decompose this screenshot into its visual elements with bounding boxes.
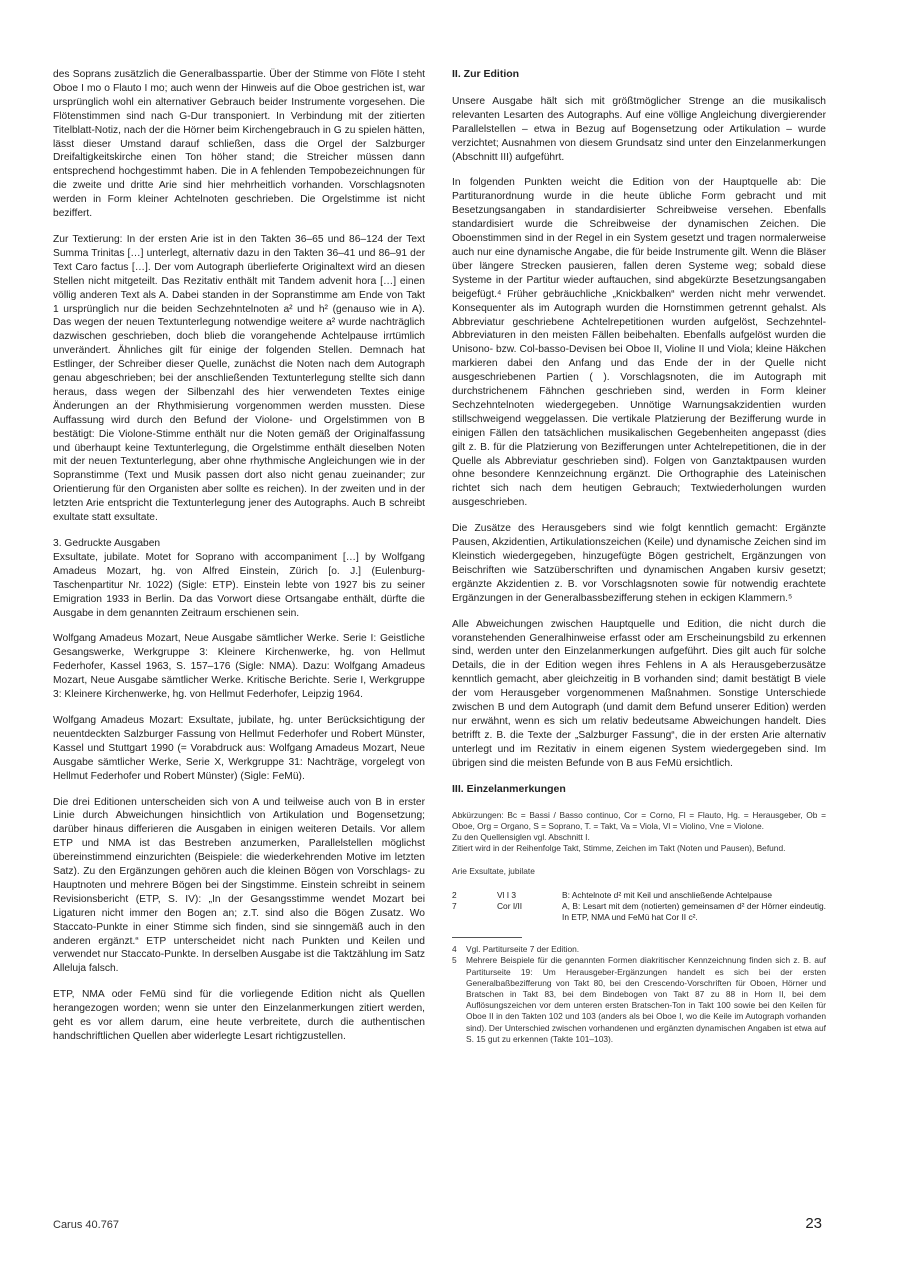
- section-heading: 3. Gedruckte Ausgaben: [53, 538, 161, 549]
- citation-order-note: Zitiert wird in der Reihenfolge Takt, Stimme, Zeichen im Takt (Noten und Pausen), Befund.: [452, 843, 786, 854]
- sigla-note: Zu den Quellensiglen vgl. Abschnitt I.: [452, 831, 590, 842]
- footnote-text: Mehrere Beispiele für die genannten Formen diakritischer Kennzeichnung finden sich z. B. auf Partiturseite 19: Um Herausgeber-Ergänzungen handelt es sich bei der ersten Generalbaßbezifferung von Takt 80, bei den Crescendo-Vorschriften für Oboen, Hörner und Bratschen in Takt 83, bei dem Bindebogen von Takt 87 zu 88 in Horn II, bei dem Auflösungszeichen vor dem unteren ersten Bratschen-Ton in Takt 100 sowie bei den Keilen für Oboe II in den Takten 102 und 103 (anders als bei Oboe I, wo die Keile im Autograph vorhanden sind). Der Unterschied zwischen vorhandenen und ergänzten dynamischen Angaben ist etwa auf S. 15 gut zu erkennen (Takte 101–103).: [466, 955, 826, 1044]
- paragraph: ETP, NMA oder FeMü sind für die vorliegende Edition nicht als Quellen herangezogen worden; wenn sie unter den Einzelanmerkungen zitiert werden, geht es vor allem darum, eine heute verbreitete, durch die authentischen handschriftlichen Quellen aber widerlegte Lesart richtigzustellen.: [53, 989, 425, 1042]
- left-column: [53, 68, 425, 1056]
- footnotes: [452, 944, 826, 1045]
- abbreviations-block: [452, 810, 826, 878]
- footnote-divider: [452, 937, 522, 938]
- footnote-text: Vgl. Partiturseite 7 der Edition.: [466, 944, 580, 955]
- table-row: [452, 890, 826, 901]
- paragraph: In folgenden Punkten weicht die Edition von der Hauptquelle ab: Die Partituranordnung wurde in die heute übliche Form gebracht und mit Besetzungsangaben in standardisierter Schreibweise versehen. Ebenfalls standardisiert wurde die Schreibweise der dynamischen Zeichen. Die Oboenstimmen sind in der Regel in ein System gesetzt und tragen normalerweise auch nur eine dynamische Angabe, die für beide Instrumente gilt. Wenn die Bläser über längere Strecken pausieren, fallen deren Systeme weg; sobald diese Systeme in der Partitur wieder auftauchen, sind abgekürzte Besetzungsangaben beigefügt.⁴ Früher gebräuchliche „Knickbalken“ werden nicht mehr verwendet. Konsequenter als im Autograph wurden die Hornstimmen getrennt gehalst. Als Abbreviatur geschriebene Achtelrepetitionen wurden aufgelöst, Sechzehntel-Abbreviaturen in den meisten Fällen beibehalten. Ebenfalls aufgelöst wurden die Unisono- bzw. Col-basso-Devisen bei Oboe II, Violine II und Viola; kleine Häkchen markieren dabei den Anfang und das Ende der in der Quelle nicht ausgeschriebenen Partien ( ). Vorschlagsnoten, die im Autograph mit durchstrichenem Fähnchen geschrieben sind, werden in Form kleiner Sechzehntelnoten wiedergegeben. Unnötige Warnungsakzidentien wurden stillschweigend weggelassen. Die vertikale Platzierung der Bezifferung wurde in einigen Fällen den tatsächlichen musikalischen Gegebenheiten angepasst (dies gilt z. B. für die Platzierung von Bezifferungen unter Achtelrepetitionen, die in der Quelle als Abbreviatur geschrieben sind). Folgen von Ganztaktpausen wurden ohne besondere Kennzeichnung ergänzt. Die Orthographie des Lateinischen richtet sich nach dem heutigen Gebrauch; Textwiederholungen wurden ausgeschrieben.: [452, 177, 826, 509]
- table-row: [452, 901, 826, 923]
- paragraph: Unsere Ausgabe hält sich mit größtmöglicher Strenge an die musikalisch relevanten Lesarten des Autographs. Auf eine völlige Angleichung divergierender Parallelstellen – etwa in Bezug auf Bogensetzung oder Artikulation – wurde verzichtet; Ausnahmen von diesem Grundsatz sind unter den Einzelanmerkungen (Abschnitt III) aufgeführt.: [452, 95, 826, 163]
- paragraph: Wolfgang Amadeus Mozart, Neue Ausgabe sämtlicher Werke. Serie I: Geistliche Gesangswerke, Werkgruppe 3: Kleinere Kirchenwerke, hg. von Hellmut Federhofer, Kassel 1963, S. 157–176 (Sigle: NMA). Dazu: Wolfgang Amadeus Mozart, Neue Ausgabe sämtlicher Werke. Kritische Berichte. Serie I, Werkgruppe 3: Kleinere Kirchenwerke, hg. von Hellmut Federhofer, Leipzig 1964.: [53, 633, 425, 701]
- section-heading-einzelanmerkungen: III. Einzelanmerkungen: [452, 782, 566, 795]
- abbreviations-text: Abkürzungen: Bc = Bassi / Basso continuo, Cor = Corno, Fl = Flauto, Hg. = Herausgeber, Ob = Oboe, Org = Organo, S = Soprano, T. = Takt, Va = Viola, Vl = Violino, Vne = Violone.: [452, 809, 826, 831]
- footnote-number: 5: [452, 955, 457, 966]
- publisher-footer: Carus 40.767: [53, 1219, 120, 1231]
- footnote: [452, 944, 826, 955]
- paragraph: des Soprans zusätzlich die Generalbasspartie. Über der Stimme von Flöte I steht Oboe I mo o Flauto I mo; auch wenn der Hinweis auf die Oboe gestrichen ist, war ursprünglich wohl ein alternativer Gebrauch beider Instrumente vorgesehen. Die Flötenstimmen sind nach G-Dur transponiert. In Verbindung mit der zitierten Titelblatt-Notiz, nach der die Hörner beim Kirchengebrauch in G zu spielen hätten, lässt dieser Umstand darauf schließen, dass die Orgel der Salzburger Dreifaltigkeitskirche einen Ton höher stand; die Streicher müssen dann entsprechend hochgestimmt haben. Die in A fehlenden Tempobezeichnungen für die zweite und dritte Arie sind hier mehrheitlich vorhanden. Vorschlagsnoten werden in Form kleiner Achtelnoten geschrieben. Die Orgelstimme ist nicht beziffert.: [53, 69, 425, 220]
- befund-cell: B: Achtelnote d² mit Keil und anschließende Achtelpause: [562, 889, 772, 900]
- paragraph: Die Zusätze des Herausgebers sind wie folgt kenntlich gemacht: Ergänzte Pausen, Akzidentien, Artikulationszeichen (Keile) und dynamische Zeichen sind im Kleinstich wiedergegeben, hinzugefügte Bögen gestrichelt, Ergänzungen von Beischriften wie Satzüberschriften und dynamischen Angaben kursiv gesetzt; ergänzte Akzidentien z. B. vor Vorschlagsnoten sowie für notwendig erachtete Ergänzungen in der Generalbassbezifferung stehen in eckigen Klammern.⁵: [452, 523, 826, 604]
- paragraph: Alle Abweichungen zwischen Hauptquelle und Edition, die nicht durch die voranstehenden Generalhinweise erfasst oder am Erscheinungsbild zu erkennen sind, werden unter den Einzelanmerkungen aufgeführt. Dies gilt auch für solche Details, die in der Edition wegen ihres Fehlens in A als Herausgeberzusätze kenntlich gemacht, aber gleichzeitig in B vorhanden sind; damit bestätigt B viele der vom Herausgeber vorgenommenen Maßnahmen. Sonstige Unterschiede zwischen B und dem Autograph (und damit dem Befund unserer Edition) werden nur erwähnt, wenn es sich um relativ bedeutsame Abweichungen handelt. Dies betrifft z. B. die Texte der „Salzburger Fassung“, die in der ersten Arie alternativ unterlegt und im Rezitativ in einem eigenen System wiedergegeben sind. Im übrigen sind die meisten Befunde von B aus FeMü ersichtlich.: [452, 618, 826, 769]
- takt-cell: 7: [452, 900, 457, 911]
- right-column: [452, 68, 826, 1045]
- paragraph: Wolfgang Amadeus Mozart: Exsultate, jubilate, hg. unter Berücksichtigung der neuentdeckten Salzburger Fassung von Hellmut Federhofer und Robert Münster, Kassel und Stuttgart 1990 (= Vorabdruck aus: Wolfgang Amadeus Mozart, Neue Ausgabe sämtlicher Werke, Serie X, Werkgruppe 31: Nachträge, vorgelegt von Hellmut Federhofer und Robert Münster) (Sigle: FeMü).: [53, 714, 425, 782]
- footnote-number: 4: [452, 944, 457, 955]
- takt-cell: 2: [452, 889, 457, 900]
- remarks-table: [452, 890, 826, 924]
- stimme-cell: Vl I 3: [497, 889, 517, 900]
- paragraph: Exsultate, jubilate. Motet for Soprano with accompaniment […] by Wolfgang Amadeus Mozart, hg. von Alfred Einstein, Zürich [o. J.] (Eulenburg-Taschenpartitur Nr. 1022) (Sigle: ETP). Einstein lebte von 1927 bis zu seiner Emigration 1933 in Berlin. Da das Vorwort diese Ortsangabe enthält, dürfte die Ausgabe in dem genannten Zeitraum erschienen sein.: [53, 551, 425, 619]
- paragraph: Die drei Editionen unterscheiden sich von A und teilweise auch von B in erster Linie durch Abweichungen hinsichtlich von Artikulation und Bogensetzung; darüber hinaus differieren die Ausgaben in einigen weiteren Details. Vor allem ETP und NMA ist das Bestreben anzumerken, Parallelstellen möglichst übereinstimmend einzurichten (Beispiele: die wiederkehrenden Motive im letzten Satz). Zu den Ergänzungen gehören auch die kleinen Bögen von Vorschlags- zu Hauptnoten und mehrere Bögen bei der Singstimme. Einstein schreibt in seinem Revisionsbericht (ETP, S. IV): „In der Gesangsstimme wendet Mozart bei Ligaturen nicht immer den Bogen an; z.T. sind also die Bögen Zusatz. Wo Staccato-Punkte in einer Stimme sich finden, sind sie sinngemäß auch in den anderen ergänzt.“ ETP unterscheidet nicht nach Punkten und Keilen und verwendet nur Staccato-Punkte. In derselben Ausgabe ist die Taktzählung im Satz Alleluja falsch.: [53, 796, 425, 975]
- page-number: 23: [805, 1215, 822, 1232]
- paragraph: Zur Textierung: In der ersten Arie ist in den Takten 36–65 und 86–124 der Text Summa Trinitas […] unterlegt, alternativ dazu in den Takten 36–41 und 86–91 der Text Caro factus […]. Der vom Autograph überlieferte Originaltext wird an diesen Stellen nicht mitgeteilt. Das Rezitativ enthält mit Tandem advenit hora […] einen völlig anderen Text als A. Dabei standen in der Sopranstimme am Ende von Takt 1 ursprünglich nur die beiden Sechzehntelnoten a² und h² (genauso wie in A). Das wegen der neuen Textunterlegung notwendige weitere a² wurde nachträglich dazwischen geschrieben, doch blieb die vorangehende Achtelpause irrtümlich unverändert. Ähnliches gilt für einige der folgenden Stellen. Demnach hat Estlinger, der Schreiber dieser Quelle, zunächst die Noten nach dem Autograph genau abgeschrieben; bei der anschließenden Textunterlegung stellte sich dann heraus, dass wegen der Silbenzahl des hier verwendeten Textes einige Änderungen an der Rhythmisierung vorgenommen werden mussten. Diese Auffassung wird durch den Befund der Violone- und Orgelstimmen von B bestätigt: Die Violone-Stimme enthält nur die Noten gemäß der Originalfassung und überhaupt keine Textunterlegung, die Orgelstimme enthält dieselben Noten mit der neuen Textunterlegung, aber ohne rhythmische Angleichungen wie in der Sopranstimme (Text und Musik passen dort also nicht genau zueinander; zur Orientierung für den Organisten aber sollte es reichen). In der zweiten und in der letzten Arie entspricht die Textunterlegung jener des Autographs. Auch B schreibt exultate statt exsultate.: [53, 233, 425, 524]
- stimme-cell: Cor I/II: [497, 900, 523, 911]
- befund-cell: A, B: Lesart mit dem (notierten) gemeinsamen d² der Hörner eindeutig. In ETP, NMA und FeMü hat Cor II c².: [562, 900, 826, 922]
- aria-heading: Arie Exsultate, jubilate: [452, 866, 535, 877]
- section-heading-edition: II. Zur Edition: [452, 68, 520, 80]
- footnote: [452, 955, 826, 1045]
